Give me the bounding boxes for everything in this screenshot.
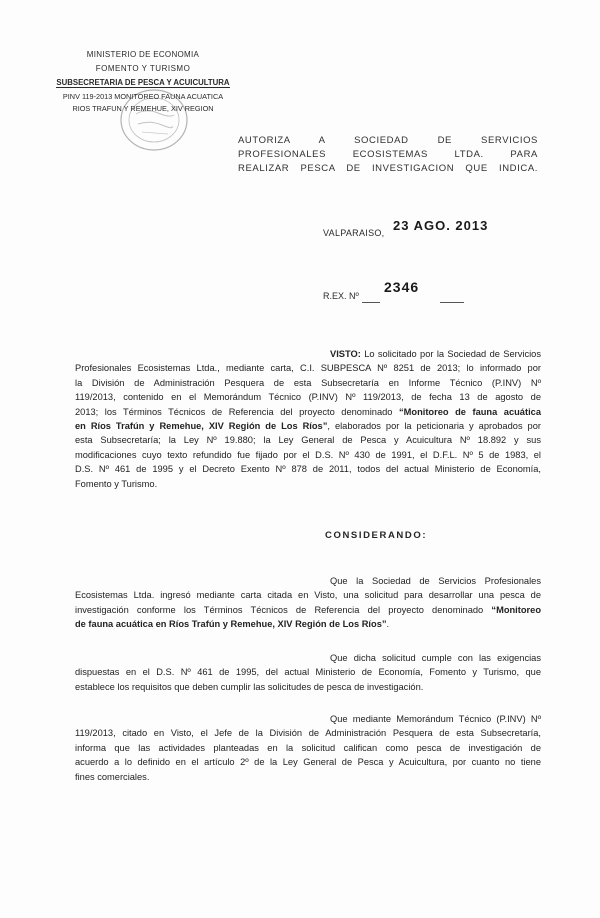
visto-line <box>75 433 541 447</box>
visto-line <box>75 361 541 375</box>
considerando-line <box>75 617 541 631</box>
subject-line: AUTORIZA A SOCIEDAD DE SERVICIOS <box>238 135 538 146</box>
considerando-line <box>75 770 541 784</box>
considerando-text: Que dicha solicitud cumple con las exigencias <box>330 653 541 663</box>
visto-line <box>75 448 541 462</box>
visto-text: modificaciones cuyo texto refundido fue fijado por el D.S. Nº 430 de 1991, el D.F.L. Nº 5 de 1983, el <box>75 449 541 460</box>
visto-paragraph <box>75 347 541 491</box>
considerando-text: 119/2013, citado en Visto, el Jefe de la División de Administración Pesquera de esta Subsecretaría, <box>75 728 541 739</box>
visto-text: 2013; los Términos Técnicos de Referencia del proyecto denominado <box>75 406 399 417</box>
considerando-line <box>75 588 541 602</box>
considerando-line <box>330 574 541 588</box>
considerando-line <box>75 665 541 679</box>
considerando-line <box>75 603 541 617</box>
subsecretariat-name <box>40 78 246 87</box>
visto-text: D.S. Nº 461 de 1995 y el Decreto Exento Nº 878 de 2011, todos del actual Ministerio de Economía, <box>75 464 541 475</box>
visto-line <box>75 419 541 433</box>
considerando-text: investigación conforme los Términos Técnicos de Referencia del proyecto denominado <box>75 604 492 615</box>
visto-text: Fomento y Turismo. <box>75 478 158 489</box>
file-reference-line-2: RIOS TRAFUN Y REMEHUE, XIV REGION <box>72 104 214 113</box>
considerando-line <box>75 741 541 755</box>
visto-text: Lo solicitado por la Sociedad de Servicios <box>360 349 541 359</box>
project-title: “Monitoreo <box>491 604 541 615</box>
visto-text: Profesionales Ecosistemas Ltda., mediante carta, C.I. SUBPESCA Nº 8251 de 2013; lo informado por <box>75 363 541 374</box>
file-reference-line-1: PINV 119-2013 MONITOREO FAUNA ACUATICA <box>62 92 224 101</box>
considerando-paragraph-3 <box>75 712 541 784</box>
considerando-line <box>75 726 541 740</box>
date-stamp: 23 AGO. 2013 <box>393 218 489 233</box>
considerando-text: dispuestas en el D.S. Nº 461 de 1995, del actual Ministerio de Economía, Fomento y Turismo, que <box>75 667 541 678</box>
considerando-text: fines comerciales. <box>75 771 150 782</box>
visto-heading: VISTO: <box>330 349 361 359</box>
visto-line <box>75 477 541 491</box>
visto-text: esta Subsecretaría; la Ley Nº 19.880; la Ley General de Pesca y Acuicultura Nº 18.892 y sus <box>75 435 541 446</box>
resolution-number-underline <box>362 302 380 303</box>
considerando-line <box>330 651 541 665</box>
considerando-text: establece los requisitos que deben cumplir las solicitudes de pesca de investigación. <box>75 681 424 692</box>
visto-text: 119/2013, contenido en el Memorándum Técnico (P.INV) Nº 119/2013, de fecha 13 de agosto de <box>75 392 541 403</box>
resolution-number: 2346 <box>384 279 420 295</box>
considerando-text: Que mediante Memorándum Técnico (P.INV) Nº <box>330 714 541 724</box>
project-title: en Ríos Trafún y Remehue, XIV Región de Los Ríos” <box>75 420 328 431</box>
resolution-number-underline <box>440 302 464 303</box>
ministry-name: MINISTERIO DE ECONOMIA <box>86 50 200 59</box>
considerando-heading: CONSIDERANDO: <box>325 530 428 541</box>
considerando-text: acuerdo a lo definido en el artículo 2º de la Ley General de Pesca y Acuicultura, por cuanto no tiene <box>75 757 541 768</box>
considerando-text: Ecosistemas Ltda. ingresó mediante carta citada en Visto, una solicitud para desarrollar una pesca de <box>75 590 541 601</box>
subject-line: PROFESIONALES ECOSISTEMAS LTDA. PARA <box>238 149 538 160</box>
considerando-line <box>330 712 541 726</box>
subject-line: REALIZAR PESCA DE INVESTIGACION QUE INDICA. <box>238 163 538 174</box>
visto-text: , elaborados por la peticionaria y aprobados por <box>327 420 541 431</box>
considerando-text: . <box>386 619 390 630</box>
ministry-subtitle: FOMENTO Y TURISMO <box>95 64 191 73</box>
considerando-line <box>75 680 541 694</box>
place-label: VALPARAISO, <box>323 228 385 238</box>
visto-line <box>75 462 541 476</box>
visto-text: la División de Administración Pesquera de esta Subsecretaría en Informe Técnico (P.INV) Nº <box>75 377 541 388</box>
considerando-text: Que la Sociedad de Servicios Profesionales <box>330 576 541 586</box>
project-title: de fauna acuática en Ríos Trafún y Remehue, XIV Región de Los Ríos” <box>75 619 387 630</box>
subsecretariat-name-text: SUBSECRETARIA DE PESCA Y ACUICULTURA <box>56 78 230 87</box>
considerando-text: informa que las actividades planteadas en la solicitud califican como pesca de investigación de <box>75 742 541 753</box>
visto-line <box>75 405 541 419</box>
considerando-paragraph-1 <box>75 574 541 632</box>
visto-line <box>330 347 541 361</box>
considerando-paragraph-2 <box>75 651 541 694</box>
visto-line <box>75 390 541 404</box>
resolution-subject <box>238 134 538 176</box>
project-title: “Monitoreo de fauna acuática <box>399 406 541 417</box>
considerando-line <box>75 755 541 769</box>
visto-line <box>75 376 541 390</box>
resolution-number-label: R.EX. Nº <box>323 291 359 301</box>
